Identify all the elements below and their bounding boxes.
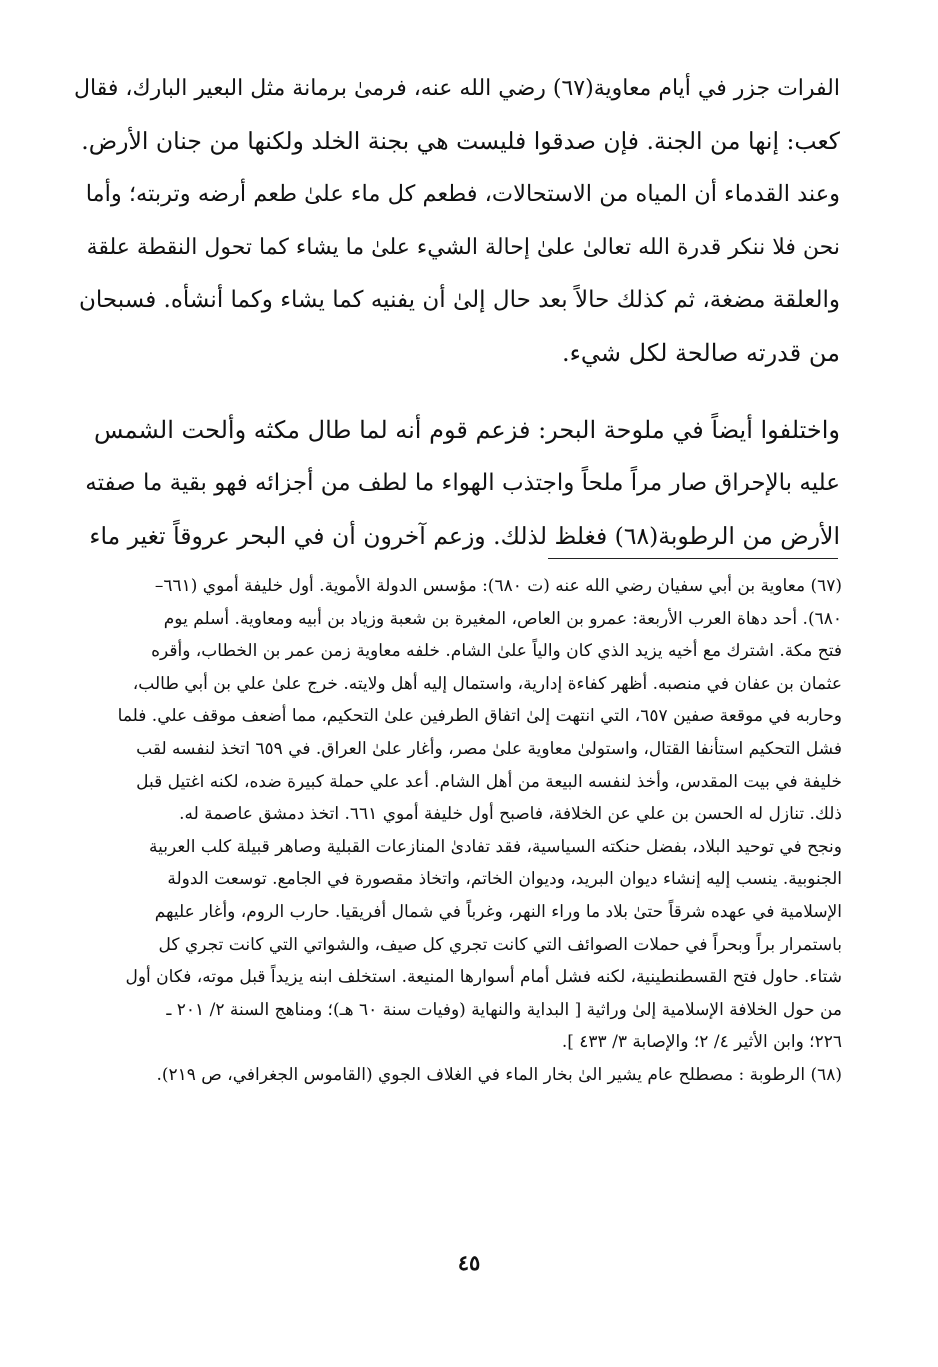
footnote-line: ٢٢٦؛ وابن الأثير ٤/ ٢؛ والإصابة ٣/ ٤٣٣ ].	[561, 1032, 842, 1053]
footnote-line: ٦٨٠). أحد دهاة العرب الأربعة: عمرو بن العاص، المغيرة بن شعبة وزياد بن أبيه ومعاوية. أسلم يوم	[163, 608, 842, 629]
footnote-line: ونجح في توحيد البلاد، بفضل حنكته السياسية، فقد تفادىٰ المنازعات القبلية وصاهر قبيلة كلب العربية	[148, 836, 842, 857]
paragraph-water-of-paradise	[74, 62, 840, 380]
text-line: والعلقة مضغة، ثم كذلك حالاً بعد حال إلىٰ أن يفنيه كما يشاء وكما أنشأه. فسبحان	[79, 287, 840, 313]
footnote-line: خليفة في بيت المقدس، وأخذ لنفسه البيعة من أهل الشام. أعد علي حملة كبيرة ضده، لكنه اغتيل قبل	[136, 771, 842, 792]
footnote-separator	[548, 558, 838, 559]
footnote-line: (٦٧) معاوية بن أبي سفيان رضي الله عنه (ت ٦٨٠): مؤسس الدولة الأموية. أول خليفة أموي (٦٦١–	[154, 576, 842, 596]
text-line: وعند القدماء أن المياه من الاستحالات، فطعم كل ماء علىٰ طعم أرضه وتربته؛ وأما	[85, 181, 840, 207]
footnote-line: فشل التحكيم استأنفا القتال، واستولىٰ معاوية علىٰ مصر، وأغار علىٰ العراق. في ٦٥٩ اتخذ لنفسه لقب	[136, 738, 842, 759]
footnote-line: (٦٨) الرطوبة : مصطلح عام يشير الىٰ بخار الماء في الغلاف الجوي (القاموس الجغرافي، ص ٢١٩).	[156, 1064, 842, 1085]
text-line: الأرض من الرطوبة(٦٨) فغلظ لذلك. وزعم آخرون أن في البحر عروقاً تغير ماء	[89, 522, 840, 550]
paragraph-sea-salinity	[74, 404, 840, 563]
footnote-line: ذلك. تنازل له الحسن بن علي عن الخلافة، فاصبح أول خليفة أموي ٦٦١. اتخذ دمشق عاصمة له.	[179, 804, 842, 825]
text-line: عليه بالإحراق صار مراً ملحاً واجتذب الهواء ما لطف من أجزائه فهو بقية ما صفته	[85, 470, 840, 496]
main-text	[74, 62, 840, 563]
footnote-67	[66, 570, 842, 1059]
footnote-line: فتح مكة. اشترك مع أخيه يزيد الذي كان والياً علىٰ الشام. خلفه معاوية زمن عمر بن الخطاب، وأقره	[151, 641, 842, 662]
footnote-line: باستمرار براً وبحراً في حملات الصوائف التي كانت تجري كل صيف، والشواتي التي كانت تجري كل	[158, 934, 842, 955]
footnote-68	[66, 1059, 842, 1092]
footnote-line: وحاربه في موقعة صفين ٦٥٧، التي انتهت إلىٰ اتفاق الطرفين علىٰ التحكيم، مما أضعف موقف علي. فلما	[117, 706, 842, 727]
footnote-line: الإسلامية في عهده شرقاً حتىٰ بلاد ما وراء النهر، وغرباً في شمال أفريقيا. حارب الروم، وأغار عليهم	[154, 901, 842, 922]
page-number: ٤٥	[457, 1250, 481, 1275]
footnotes	[66, 570, 842, 1092]
text-line: نحن فلا ننكر قدرة الله تعالىٰ علىٰ إحالة الشيء علىٰ ما يشاء كما تحول النقطة علقة	[86, 235, 840, 260]
footnote-line: من حول الخلافة الإسلامية إلىٰ وراثية [ البداية والنهاية (وفيات سنة ٦٠ هـ)؛ ومناهج السنة ٢/ ٢٠١ ـ	[166, 999, 842, 1020]
text-line: كعب: إنها من الجنة. فإن صدقوا فليست هي بجنة الخلد ولكنها من جنان الأرض.	[81, 127, 840, 155]
footnote-line: الجنوبية. ينسب إليه إنشاء ديوان البريد، وديوان الخاتم، واتخاذ مقصورة في الجامع. توسعت الدولة	[167, 869, 842, 890]
footnote-line: شتاء. حاول فتح القسطنطينية، لكنه فشل أمام أسوارها المنيعة. استخلف ابنه يزيداً قبل موته، فكان أول	[125, 967, 842, 988]
text-line: واختلفوا أيضاً في ملوحة البحر: فزعم قوم أنه لما طال مكثه وألحت الشمس	[94, 416, 840, 444]
footnote-line: عثمان بن عفان في منصبه. أظهر كفاءة إدارية، واستمال إليه أهل ولايته. خرج علىٰ علي بن أبي طالب،	[132, 673, 842, 694]
text-line: الفرات جزر في أيام معاوية(٦٧) رضي الله عنه، فرمىٰ برمانة مثل البعير البارك، فقال	[74, 76, 840, 101]
text-line: من قدرته صالحة لكل شيء.	[562, 339, 840, 367]
